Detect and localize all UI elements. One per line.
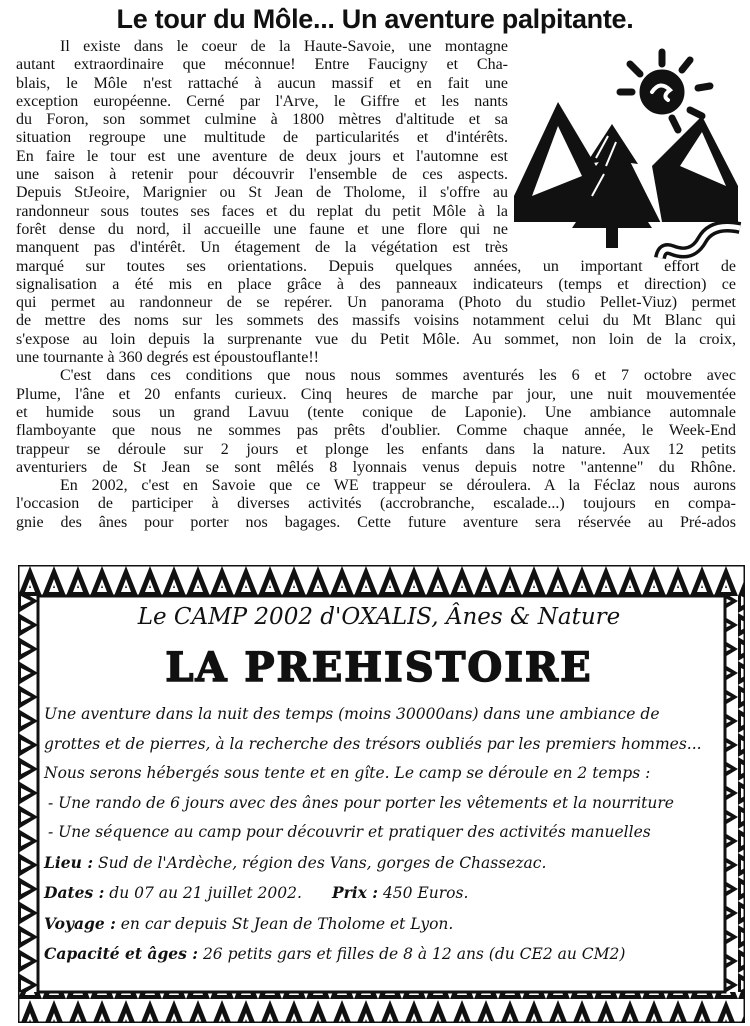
camp-line: - Une séquence au camp pour découvrir et pratiquer des activités manuelles — [48, 823, 651, 841]
camp-line: grottes et de pierres, à la recherche des trésors oubliés par les premiers hommes... — [44, 734, 702, 753]
prix-label: Prix : — [331, 883, 379, 902]
text-line: de mettre des noms sur les sommets des massifs voisins notamment celui du Mt Blanc qui — [16, 312, 736, 330]
text-line: C'est dans ces conditions que nous nous sommes aventurés les 6 et 7 octobre avec — [60, 367, 736, 385]
prix-value: 450 Euros. — [378, 884, 469, 902]
text-line: une saison à retenir pour découvrir l'ensemble de ces aspects. — [16, 166, 508, 184]
capacite-value: 26 petits gars et filles de 8 à 12 ans (du CE2 au CM2) — [198, 945, 626, 963]
lieu-label: Lieu : — [44, 852, 94, 872]
text-line: flamboyante que nous ne sommes pas prêts d'oublier. Comme chaque année, le Week-End — [16, 422, 736, 440]
voyage-value: en car depuis St Jean de Tholome et Lyon. — [115, 914, 454, 933]
camp-voyage — [44, 909, 720, 940]
camp-heading: Le CAMP 2002 d'OXALIS, Ânes & Nature — [137, 604, 621, 630]
camp-line: Nous serons hébergés sous tente et en gîte. Le camp se déroule en 2 temps : — [44, 764, 651, 782]
text-line: gnie des ânes pour porter nos bagages. Cette future aventure sera réservée au Pré-ados — [16, 513, 736, 531]
text-line: manquent pas d'intérêt. Un étagement de la végétation est très — [16, 239, 508, 257]
text-line: Plume, l'âne et 20 enfants curieux. Cinq heures de marche par jour, une nuit mouvementée — [16, 385, 736, 403]
text-line: l'occasion de participer à diverses activités (accrobranche, escalade...) toujours en compa- — [16, 495, 736, 513]
text-line: Il existe dans le coeur de la Haute-Savoie, une montagne — [60, 38, 508, 55]
capacite-label: Capacité et âges : — [44, 944, 199, 963]
text-line: Depuis StJeoire, Marignier ou St Jean de Tholome, il s'offre au — [16, 184, 508, 202]
text-line: randonneur sous toutes ses faces et du replat du petit Môle à la — [16, 202, 508, 220]
mountain-sun-fir-tree-icon — [512, 46, 742, 262]
camp-title: LA PREHISTOIRE — [165, 644, 593, 691]
text-line: autant extraordinaire que méconnue! Entre Faucigny et Cha- — [16, 56, 508, 74]
camp-dates — [44, 878, 720, 909]
text-line: une tournante à 360 degrés est époustouflante!! — [16, 349, 320, 367]
text-line: forêt dense du nord, il accueille une faune et une flore qui ne — [16, 220, 508, 238]
text-line: En faire le tour est une aventure de deux jours et l'automne est — [16, 147, 508, 165]
article-title: Le tour du Môle... Un aventure palpitante. — [116, 4, 634, 34]
voyage-label: Voyage : — [44, 913, 116, 933]
camp-capacite — [44, 939, 720, 970]
camp-details — [44, 700, 720, 970]
text-line: du Foron, son sommet culmine à 1800 mètres d'altitude et sa — [16, 111, 508, 129]
text-line: s'expose au loin depuis la surprenante vue du Petit Môle. Au sommet, non loin de la croix, — [16, 330, 736, 348]
dates-label: Dates : — [44, 883, 105, 902]
text-line: En 2002, c'est en Savoie que ce WE trappeur se déroulera. A la Féclaz nous aurons — [60, 477, 736, 495]
camp-lieu — [44, 848, 720, 879]
lieu-value: Sud de l'Ardèche, région des Vans, gorges de Chassezac. — [93, 853, 547, 872]
camp-line: - Une rando de 6 jours avec des ânes pour porter les vêtements et la nourriture — [48, 793, 674, 812]
dates-value: du 07 au 21 juillet 2002. — [104, 884, 302, 902]
text-line: trappeur se déroule sur 2 jours et plonge les enfants dans la nature. Aux 12 petits — [16, 440, 736, 458]
text-line: et humide sous un grand Lavuu (tente conique de Laponie). Une ambiance automnale — [16, 403, 736, 421]
text-line: blais, le Môle n'est rattaché à aucun massif et en fait une — [16, 74, 508, 92]
text-line: signalisation a été mis en place grâce à des panneaux indicateurs (temps et direction) ce — [16, 275, 736, 293]
text-line: marqué sur toutes ses orientations. Depuis quelques années, un important effort de — [16, 257, 736, 275]
camp-line: Une aventure dans la nuit des temps (moins 30000ans) dans une ambiance de — [44, 705, 660, 723]
text-line: aventuriers de St Jean se sont mêlés 8 lyonnais venus depuis notre "antenne" du Rhône. — [16, 458, 736, 476]
text-line: situation regroupe une multitude de particularités et d'intérêts. — [16, 129, 508, 147]
text-line: qui permet au randonneur de se repérer. Un panorama (Photo du studio Pellet-Viuz) permet — [16, 294, 736, 312]
text-line: exception européenne. Cerné par l'Arve, le Giffre et les nants — [16, 92, 508, 110]
